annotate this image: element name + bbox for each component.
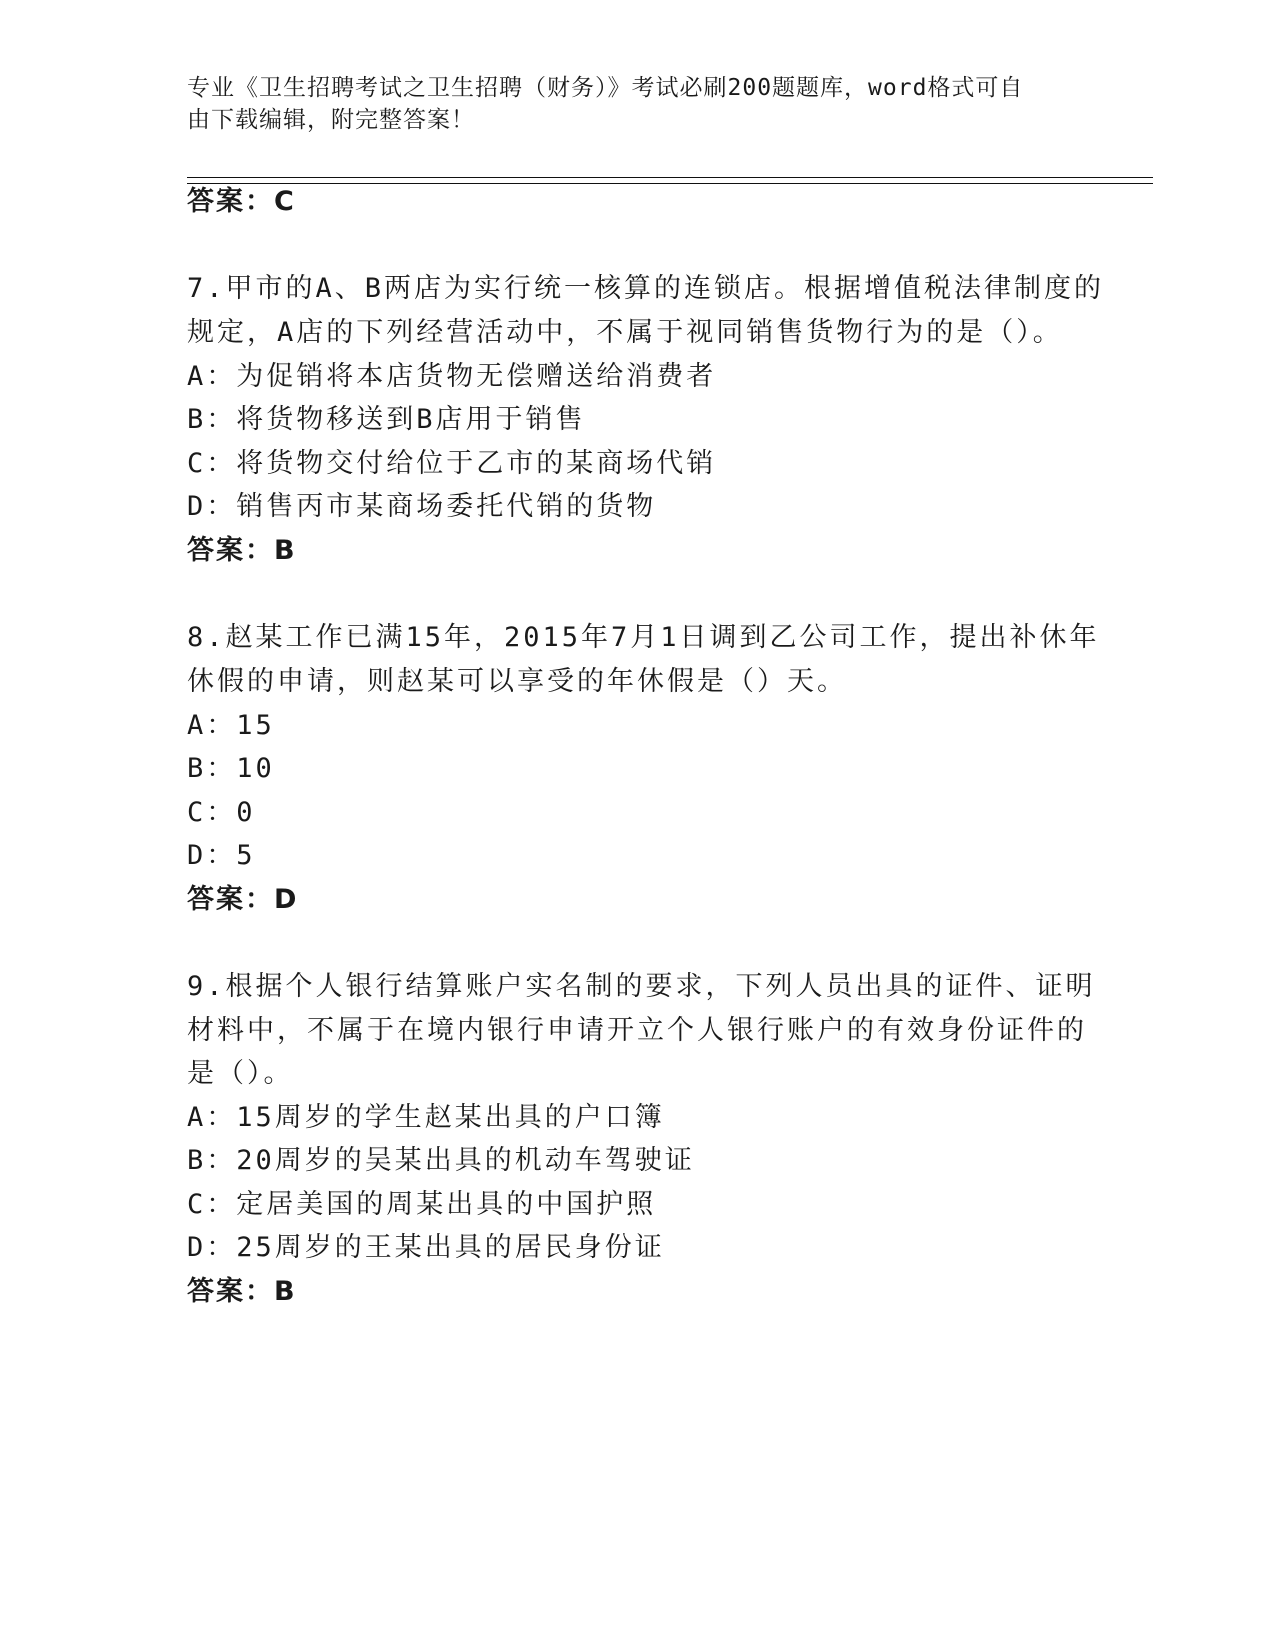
- header-line-1: 专业《卫生招聘考试之卫生招聘（财务）》考试必刷200题题库，word格式可自: [187, 75, 1024, 101]
- question-9-option-c: C：定居美国的周某出具的中国护照: [187, 1189, 657, 1220]
- question-9-option-b: B：20周岁的吴某出具的机动车驾驶证: [187, 1145, 695, 1176]
- question-8-stem-line-2: 休假的申请，则赵某可以享受的年休假是（）天。: [187, 666, 847, 697]
- question-9-option-a: A：15周岁的学生赵某出具的户口簿: [187, 1102, 665, 1133]
- question-8-option-c: C：0: [187, 797, 256, 828]
- question-7-stem-line-1: 7.甲市的A、B两店为实行统一核算的连锁店。根据增值税法律制度的: [187, 273, 1105, 304]
- question-9-stem-line-1: 9.根据个人银行结算账户实名制的要求，下列人员出具的证件、证明: [187, 971, 1096, 1002]
- question-8-answer: 答案：D: [187, 884, 299, 915]
- question-8-stem-line-1: 8.赵某工作已满15年，2015年7月1日调到乙公司工作，提出补休年: [187, 622, 1100, 653]
- question-9-answer: 答案：B: [187, 1276, 297, 1307]
- question-9-stem-line-2: 材料中，不属于在境内银行申请开立个人银行账户的有效身份证件的: [187, 1015, 1087, 1046]
- previous-answer: 答案：C: [187, 186, 296, 217]
- question-7-option-b: B：将货物移送到B店用于销售: [187, 404, 586, 435]
- question-7-option-d: D：销售丙市某商场委托代销的货物: [187, 491, 657, 522]
- question-7-option-c: C：将货物交付给位于乙市的某商场代销: [187, 448, 717, 479]
- question-7-answer: 答案：B: [187, 535, 297, 566]
- header-divider-bottom: [187, 183, 1153, 184]
- question-7-stem-line-2: 规定，A店的下列经营活动中，不属于视同销售货物行为的是（）。: [187, 317, 1063, 348]
- question-8-option-b: B：10: [187, 753, 275, 784]
- question-9-option-d: D：25周岁的王某出具的居民身份证: [187, 1232, 665, 1263]
- question-8-option-d: D：5: [187, 840, 256, 871]
- header-line-2: 由下载编辑，附完整答案！: [187, 107, 475, 133]
- question-7-option-a: A：为促销将本店货物无偿赠送给消费者: [187, 361, 717, 392]
- header-divider-top: [187, 177, 1153, 178]
- question-9-stem-line-3: 是（）。: [187, 1058, 294, 1089]
- question-8-option-a: A：15: [187, 710, 275, 741]
- document-header: [187, 72, 1067, 136]
